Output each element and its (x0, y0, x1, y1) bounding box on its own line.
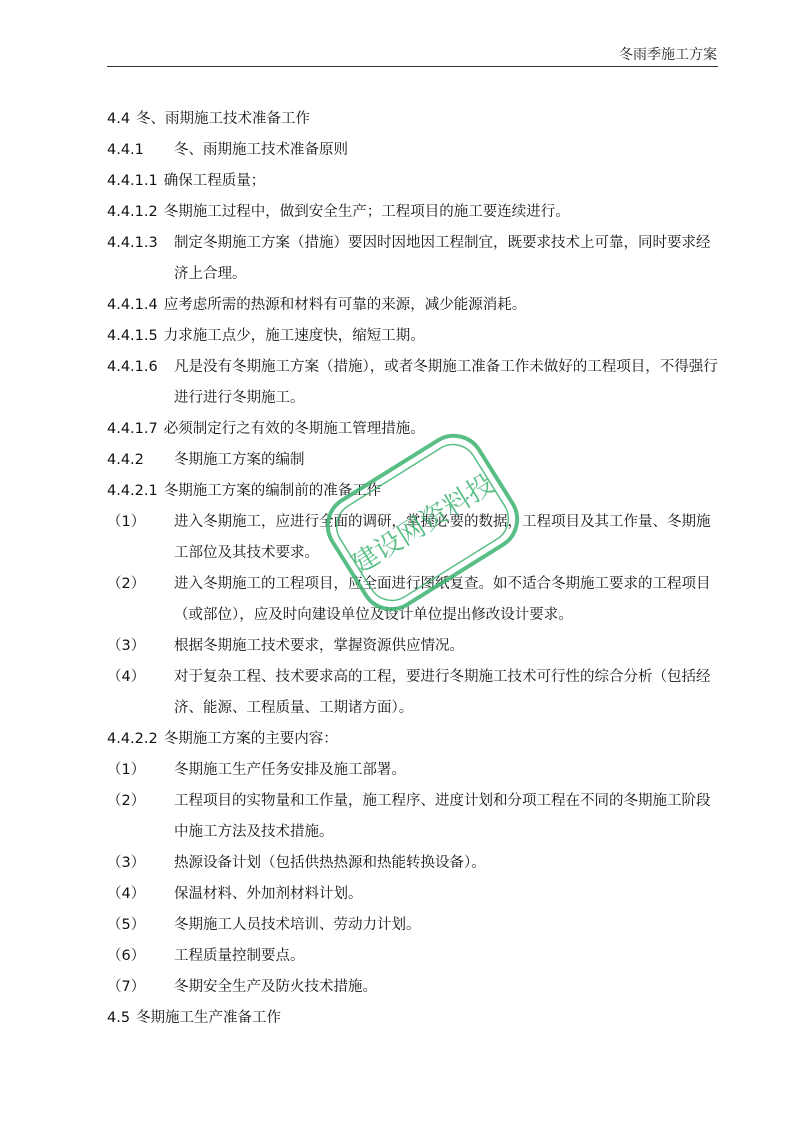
item-text: 保温材料、外加剂材料计划。 (174, 886, 363, 902)
item-text: 应考虑所需的热源和材料有可靠的来源，减少能源消耗。 (163, 297, 527, 313)
list-item (107, 879, 722, 910)
item-text: 制定冬期施工方案（措施）要因时因地因工程制宜，既要求技术上可靠，同时要求经济上合理。 (174, 235, 711, 282)
item-text: 工程项目的实物量和工作量，施工程序、进度计划和分项工程在不同的冬期施工阶段中施工方法及技术措施。 (174, 793, 711, 840)
item-number: （4） (107, 886, 146, 902)
list-item (107, 1003, 722, 1034)
item-number: 4.4.2.1 (107, 483, 158, 499)
item-number: （2） (107, 576, 146, 592)
header-title: 冬雨季施工方案 (619, 47, 717, 63)
item-number: （2） (107, 793, 146, 809)
item-number: 4.4.2.2 (107, 731, 158, 747)
item-text: 力求施工点少，施工速度快，缩短工期。 (163, 328, 425, 344)
list-item (107, 507, 722, 569)
item-number: 4.4.1.7 (107, 421, 158, 437)
item-number: （1） (107, 514, 146, 530)
list-item (107, 941, 722, 972)
list-item (107, 352, 722, 414)
list-item (107, 228, 722, 290)
list-item (107, 972, 722, 1003)
item-number: 4.4.1.1 (107, 173, 158, 189)
item-number: （5） (107, 917, 146, 933)
item-number: 4.4.1 (107, 142, 144, 158)
item-text: 凡是没有冬期施工方案（措施），或者冬期施工准备工作未做好的工程项目，不得强行进行进行冬期施工。 (174, 359, 718, 406)
item-number: 4.4.2 (107, 452, 144, 468)
item-text: 进入冬期施工的工程项目，应全面进行图纸复查。如不适合冬期施工要求的工程项目（或部位），应及时向建设单位及设计单位提出修改设计要求。 (174, 576, 711, 623)
list-item (107, 476, 722, 507)
list-item (107, 631, 722, 662)
list-item (107, 755, 722, 786)
list-item (107, 662, 722, 724)
item-number: 4.4.1.4 (107, 297, 158, 313)
list-item (107, 445, 722, 476)
item-text: 冬期施工生产任务安排及施工部署。 (174, 762, 406, 778)
item-number: 4.4.1.5 (107, 328, 158, 344)
item-number: 4.5 (107, 1010, 131, 1026)
item-text: 对于复杂工程、技术要求高的工程，要进行冬期施工技术可行性的综合分析（包括经济、能源、工程质量、工期诸方面）。 (174, 669, 711, 716)
item-text: 冬期施工过程中，做到安全生产；工程项目的施工要连续进行。 (163, 204, 570, 220)
item-text: 冬期施工生产准备工作 (136, 1010, 282, 1026)
item-number: 4.4 (107, 111, 131, 127)
item-text: 必须制定行之有效的冬期施工管理措施。 (163, 421, 425, 437)
item-number: （3） (107, 638, 146, 654)
item-text: 冬期施工方案的主要内容： (163, 731, 338, 747)
item-text: 进入冬期施工，应进行全面的调研，掌握必要的数据，工程项目及其工作量、冬期施工部位及其技术要求。 (174, 514, 711, 561)
item-text: 热源设备计划（包括供热热源和热能转换设备）。 (174, 855, 486, 871)
item-number: （6） (107, 948, 146, 964)
item-text: 工程质量控制要点。 (174, 948, 305, 964)
header-rule (107, 66, 718, 67)
list-item (107, 197, 722, 228)
list-item (107, 724, 722, 755)
item-number: 4.4.1.3 (107, 235, 158, 251)
list-item (107, 414, 722, 445)
item-number: 4.4.1.2 (107, 204, 158, 220)
item-number: 4.4.1.6 (107, 359, 158, 375)
list-item (107, 786, 722, 848)
list-item (107, 135, 722, 166)
list-item (107, 848, 722, 879)
document-body (107, 104, 722, 1034)
item-number: （7） (107, 979, 146, 995)
list-item (107, 321, 722, 352)
item-number: （1） (107, 762, 146, 778)
item-text: 确保工程质量； (163, 173, 266, 189)
item-text: 冬期安全生产及防火技术措施。 (174, 979, 377, 995)
item-number: （4） (107, 669, 146, 685)
item-number: （3） (107, 855, 146, 871)
item-text: 冬期施工方案的编制前的准备工作 (163, 483, 382, 499)
watermark-text: 建设网资料投 (346, 468, 501, 581)
list-item (107, 104, 722, 135)
item-text: 根据冬期施工技术要求，掌握资源供应情况。 (174, 638, 464, 654)
item-text: 冬期施工人员技术培训、劳动力计划。 (174, 917, 421, 933)
list-item (107, 910, 722, 941)
list-item (107, 290, 722, 321)
item-text: 冬、雨期施工技术准备原则 (174, 142, 348, 158)
item-text: 冬期施工方案的编制 (174, 452, 305, 468)
list-item (107, 166, 722, 197)
list-item (107, 569, 722, 631)
item-text: 冬、雨期施工技术准备工作 (136, 111, 311, 127)
